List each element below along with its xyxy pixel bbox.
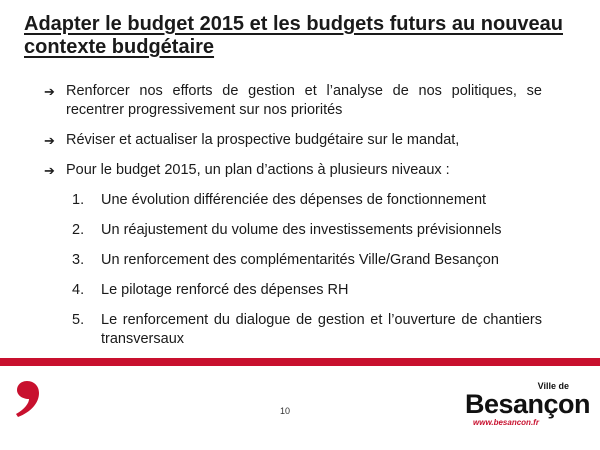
red-comma-icon	[14, 380, 40, 418]
footer-red-bar	[0, 358, 600, 366]
numbered-container	[0, 191, 600, 349]
right-arrow-icon: ➔	[44, 163, 55, 178]
numbered-item: 2. Un réajustement du volume des investissements prévisionnels	[72, 222, 502, 238]
numbered-item: 5. Le renforcement du dialogue de gestion et l’ouverture de chantiers transversaux	[72, 312, 542, 347]
slide-title: Adapter le budget 2015 et les budgets futurs au nouveau contexte budgétaire	[24, 13, 563, 58]
bullet-item: ➔ Réviser et actualiser la prospective budgétaire sur le mandat,	[44, 132, 460, 148]
logo-city-text: Besançon	[465, 389, 591, 419]
right-arrow-icon: ➔	[44, 133, 55, 148]
page-number: 10	[280, 406, 291, 416]
numbered-item: 1. Une évolution différenciée des dépenses de fonctionnement	[72, 192, 487, 208]
logo-ville-text: Ville de	[537, 381, 569, 391]
bullet-item: ➔ Renforcer nos efforts de gestion et l’analyse de nos politiques, se recentrer progressivement sur nos priorités	[44, 83, 542, 118]
right-arrow-icon: ➔	[44, 84, 55, 99]
numbered-item: 4. Le pilotage renforcé des dépenses RH	[72, 282, 349, 298]
numbered-item: 3. Un renforcement des complémentarités Ville/Grand Besançon	[72, 252, 499, 268]
numbered-list	[0, 191, 600, 349]
logo-url-text: www.besancon.fr	[473, 418, 539, 427]
besancon-logo	[465, 381, 591, 431]
bullet-item: ➔ Pour le budget 2015, un plan d’actions à plusieurs niveaux :	[44, 162, 450, 178]
bullet-list	[0, 82, 600, 360]
